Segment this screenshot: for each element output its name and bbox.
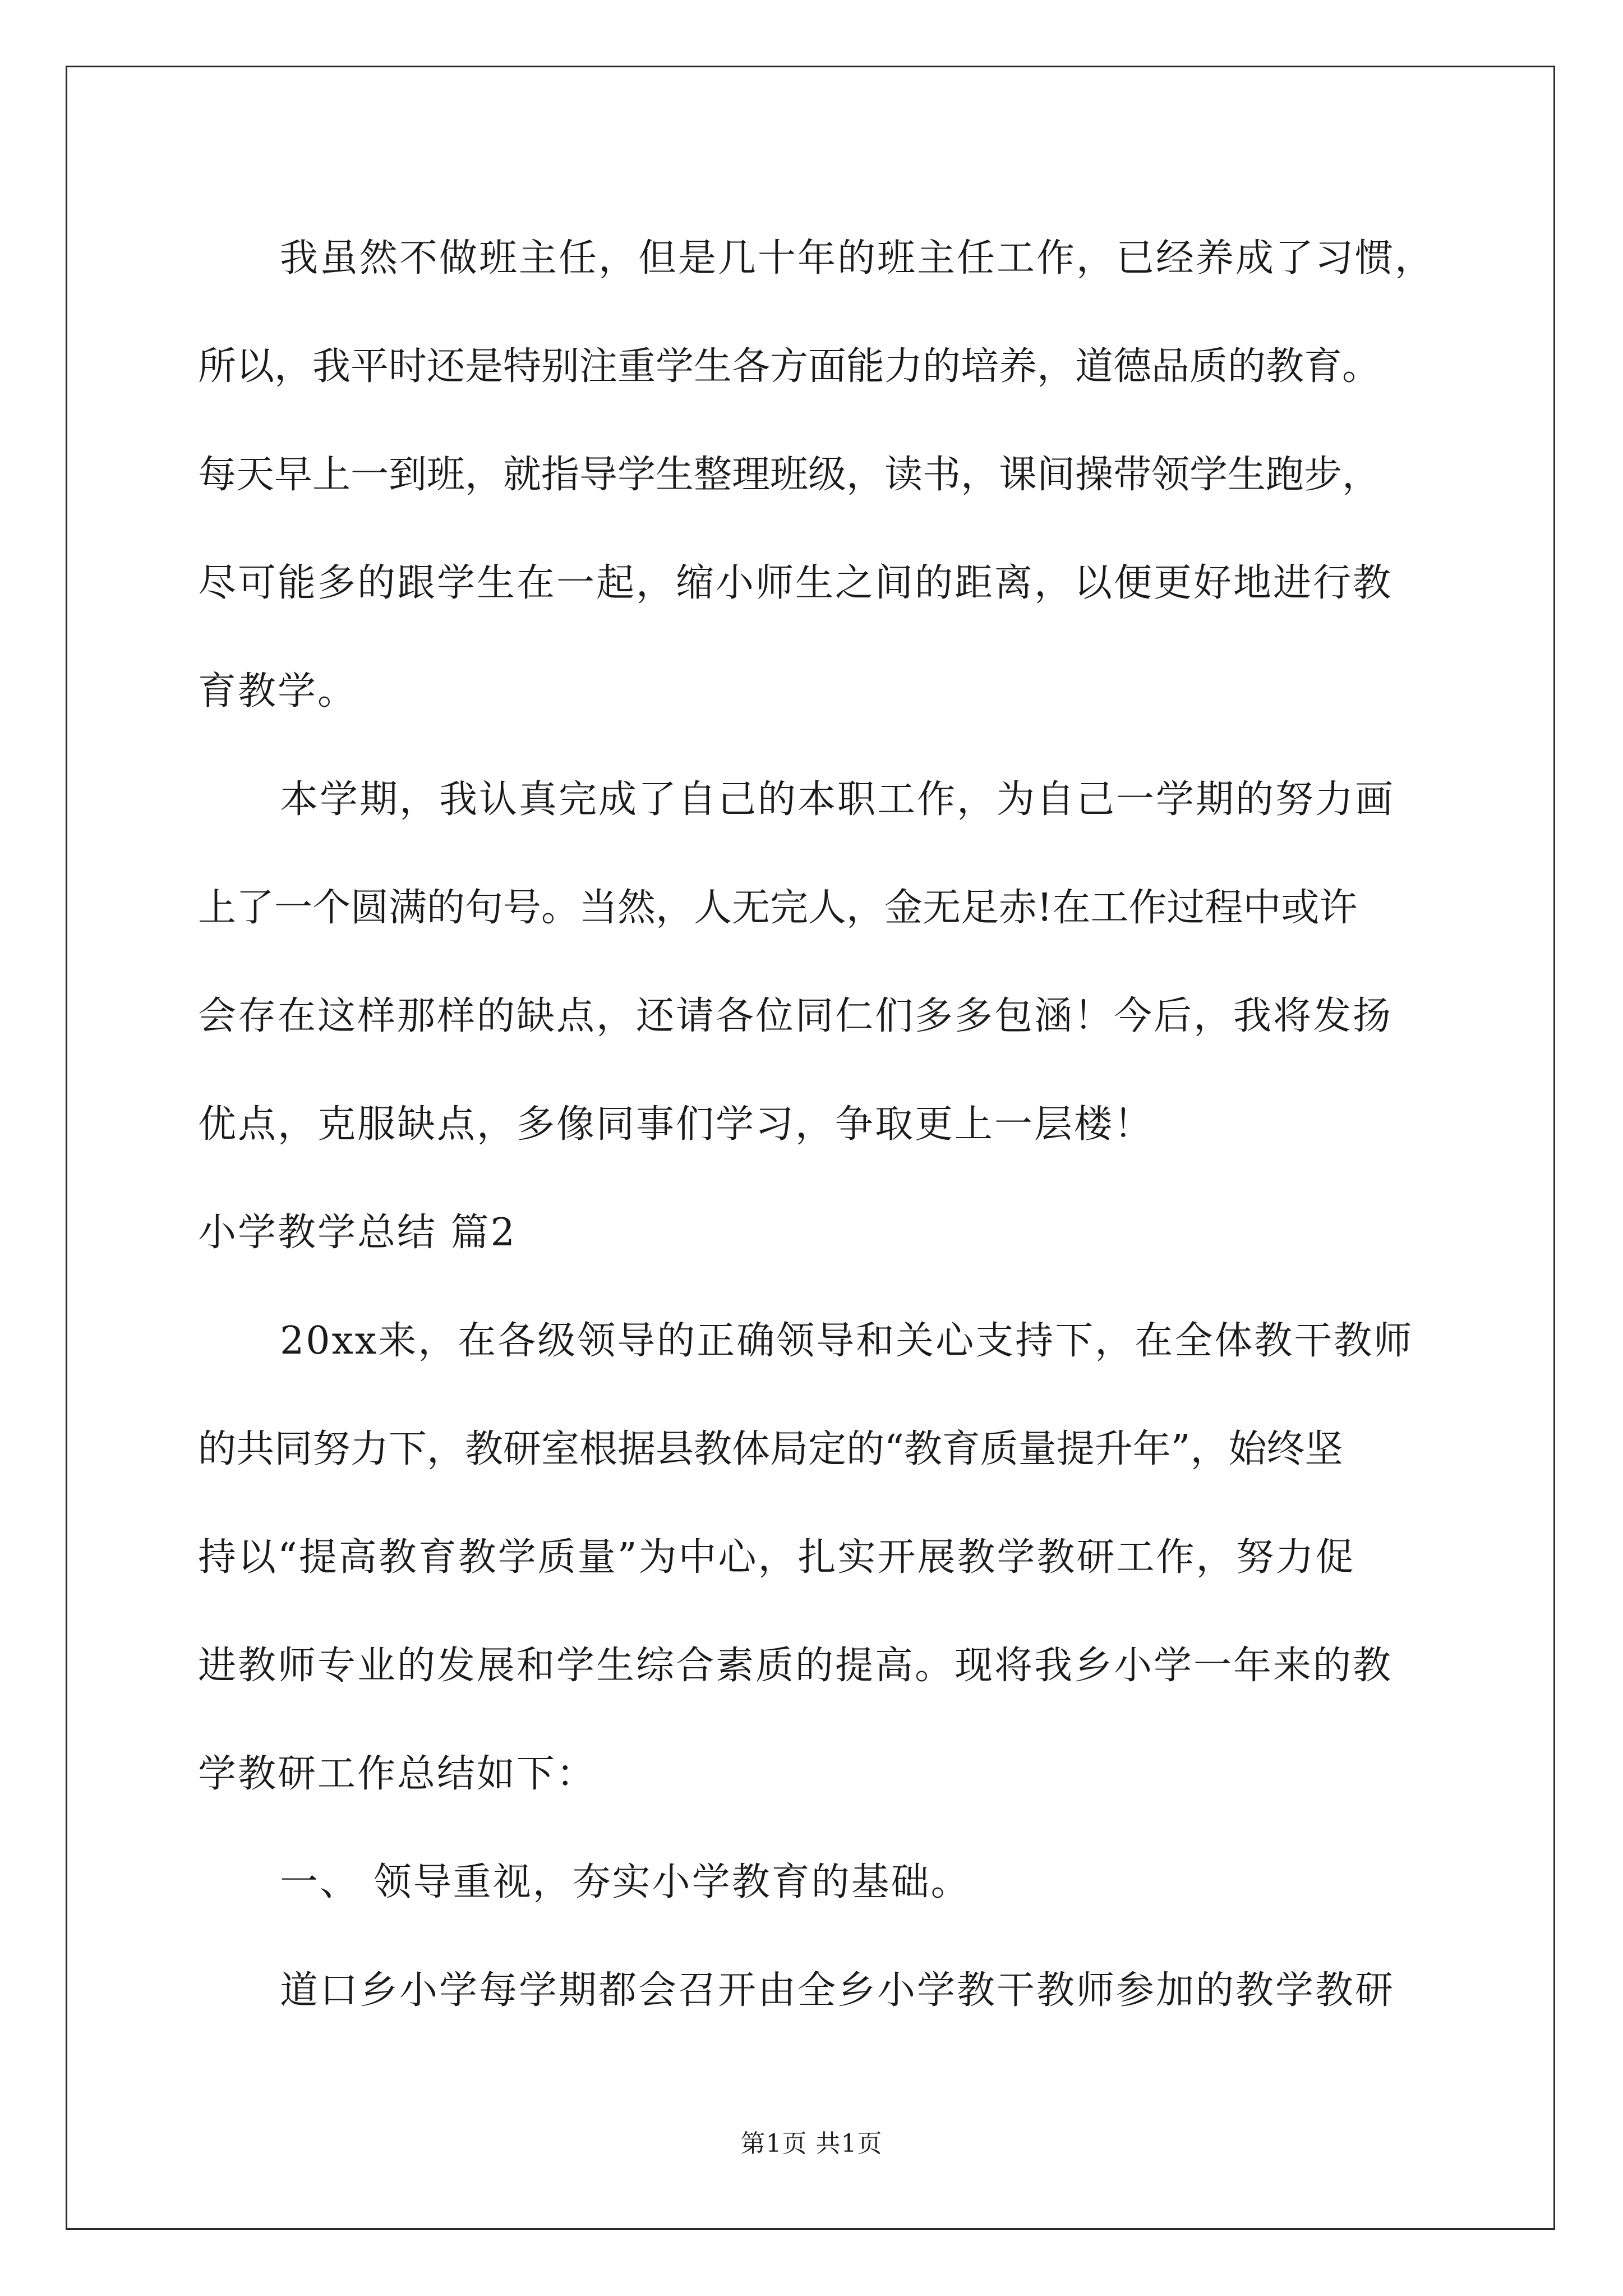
text-line: 所以，我平时还是特别注重学生各方面能力的培养，道德品质的教育。: [198, 344, 1381, 389]
text-line: 一、 领导重视，夯实小学教育的基础。: [280, 1860, 971, 1904]
text-line: 20xx来，在各级领导的正确领导和关心支持下，在全体教干教师: [280, 1319, 1414, 1363]
text-line: 会存在这样那样的缺点，还请各位同仁们多多包涵！今后，我将发扬: [198, 994, 1393, 1038]
document-body: [198, 204, 1435, 2045]
text-line: 学教研工作总结如下：: [198, 1752, 597, 1796]
text-line: 道口乡小学每学期都会召开由全乡小学教干教师参加的教学教研: [280, 1968, 1395, 2013]
text-line: 优点，克服缺点，多像同事们学习，争取更上一层楼！: [198, 1102, 1154, 1147]
text-line: 育教学。: [198, 669, 358, 714]
page-footer: 第1页 共1页: [740, 2129, 883, 2158]
text-line: 尽可能多的跟学生在一起，缩小师生之间的距离，以便更好地进行教: [198, 561, 1393, 605]
text-line: 本学期，我认真完成了自己的本职工作，为自己一学期的努力画: [280, 777, 1395, 822]
text-line: 的共同努力下，教研室根据县教体局定的“教育质量提升年”，始终坚: [198, 1427, 1343, 1471]
text-line: 我虽然不做班主任，但是几十年的班主任工作，已经养成了习惯，: [280, 236, 1435, 280]
text-line: 上了一个圆满的句号。当然，人无完人，金无足赤!在工作过程中或许: [198, 886, 1358, 930]
text-line: 每天早上一到班，就指导学生整理班级，读书，课间操带领学生跑步，: [198, 453, 1381, 497]
text-line: 进教师专业的发展和学生综合素质的提高。现将我乡小学一年来的教: [198, 1644, 1393, 1688]
section-heading: 小学教学总结 篇2: [198, 1211, 517, 1255]
text-line: 持以“提高教育教学质量”为中心，扎实开展教学教研工作，努力促: [198, 1535, 1355, 1580]
